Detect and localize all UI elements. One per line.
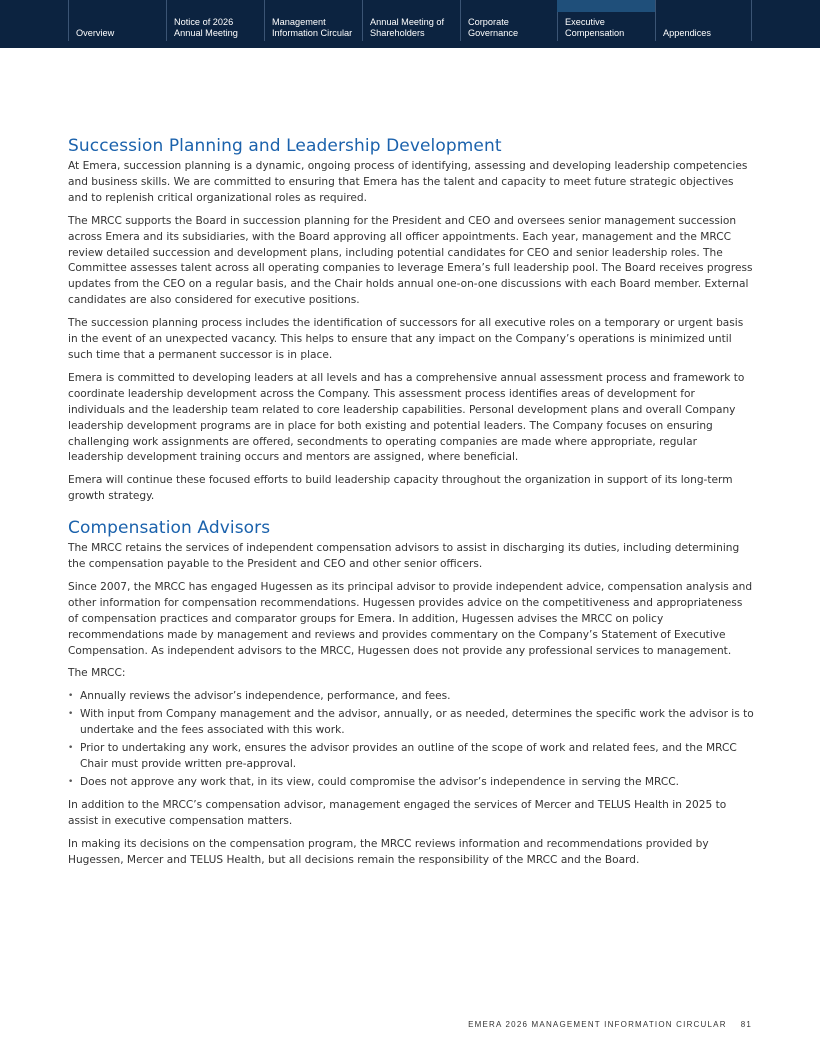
tab-annual-meeting-of-shareholders[interactable] <box>362 0 460 41</box>
tab-notice-of-annual-meeting[interactable] <box>166 0 264 41</box>
tab-label: Notice of 2026 Annual Meeting <box>174 17 238 38</box>
tab-label: Appendices <box>663 28 712 38</box>
tab-label: Executive Compensation <box>565 17 625 38</box>
footer-title: EMERA 2026 MANAGEMENT INFORMATION CIRCULAR <box>468 1020 727 1029</box>
tab-management-information-circular[interactable] <box>264 0 362 41</box>
paragraph: At Emera, succession planning is a dynamic, ongoing process of identifying, assessing and developing leadership competencies and business skills. We are committed to ensuring that Emera has the talent and capacity to meet future strategic objectives and to replenish critical organizational roles as required. <box>68 160 748 204</box>
tab-appendices[interactable] <box>655 0 752 41</box>
tab-label: Corporate Governance <box>468 17 519 38</box>
tab-executive-compensation[interactable] <box>557 0 655 41</box>
page-number: 81 <box>740 1020 752 1029</box>
tab-label: Management Information Circular <box>272 17 353 38</box>
paragraph: The succession planning process includes the identification of successors for all executive roles on a temporary or urgent basis in the event of an unexpected vacancy. This helps to ensure that any impact on the Company’s operations is minimized until such time that a permanent successor is in place. <box>68 317 744 361</box>
main-content <box>68 136 754 875</box>
list-item: • Annually reviews the advisor’s independence, performance, and fees. <box>68 689 754 705</box>
paragraph: The MRCC supports the Board in succession planning for the President and CEO and oversees senior management succession across Emera and its subsidiaries, with the Board approving all officer appointments. Each year, management and the MRCC review detailed succession and development plans, including potential candidates for CEO and senior leadership roles. The Committee assesses talent across all operating companies to leverage Emera’s full leadership pool. The Board receives progress updates from the CEO on a regular basis, and the Chair holds annual one-on-one discussions with each Board member. External candidates are also considered for executive positions. <box>68 214 753 307</box>
list-item: • Prior to undertaking any work, ensures the advisor provides an outline of the scope of work and related fees, and the MRCC Chair must provide written pre-approval. <box>68 741 754 773</box>
paragraph: Since 2007, the MRCC has engaged Hugessen as its principal advisor to provide independent advice, compensation analysis and other information for compensation recommendations. Hugessen provides advice on the competitiveness and appropriateness of compensation practices and comparator groups for Emera. In addition, Hugessen advises the MRCC on policy recommendations made by management and reviews and provides commentary on the Company’s Statement of Executive Compensation. As independent advisors to the MRCC, Hugessen does not provide any professional services to management. <box>68 580 753 657</box>
tab-label: Annual Meeting of Shareholders <box>370 17 445 38</box>
paragraph: Emera is committed to developing leaders at all levels and has a comprehensive annual assessment process and framework to coordinate leadership development across the Company. This assessment process identifies areas of development for individuals and the leadership team related to core leadership capabilities. Personal development plans and overall Company leadership development programs are in place for both existing and potential leaders. The Company focuses on ensuring challenging work assignments are offered, secondments to operating companies are made where appropriate, regular leadership development training occurs and mentors are assigned, where beneficial. <box>68 371 745 464</box>
paragraph: The MRCC: <box>68 667 126 680</box>
section-heading-succession-planning: Succession Planning and Leadership Development <box>68 136 502 156</box>
list-item: • With input from Company management and the advisor, annually, or as needed, determines the specific work the advisor is to undertake and the fees associated with this work. <box>68 707 754 739</box>
paragraph: Emera will continue these focused efforts to build leadership capacity throughout the organization in support of its long-term growth strategy. <box>68 474 733 503</box>
paragraph: The MRCC retains the services of independent compensation advisors to assist in discharging its duties, including determining the compensation payable to the President and CEO and other senior officers. <box>68 542 740 571</box>
paragraph: In addition to the MRCC’s compensation advisor, management engaged the services of Mercer and TELUS Health in 2025 to assist in executive compensation matters. <box>68 798 727 827</box>
section-heading-compensation-advisors: Compensation Advisors <box>68 518 271 539</box>
list-item: • Does not approve any work that, in its view, could compromise the advisor’s independence in serving the MRCC. <box>68 775 754 791</box>
tab-overview[interactable] <box>68 0 166 41</box>
top-navigation <box>0 0 820 48</box>
bullet-list <box>68 689 754 790</box>
page-footer <box>468 1020 752 1029</box>
paragraph: In making its decisions on the compensation program, the MRCC reviews information and recommendations provided by Hugessen, Mercer and TELUS Health, but all decisions remain the responsibility of the MRCC and the Board. <box>68 837 709 866</box>
tab-label: Overview <box>76 28 115 38</box>
tab-corporate-governance[interactable] <box>460 0 557 41</box>
